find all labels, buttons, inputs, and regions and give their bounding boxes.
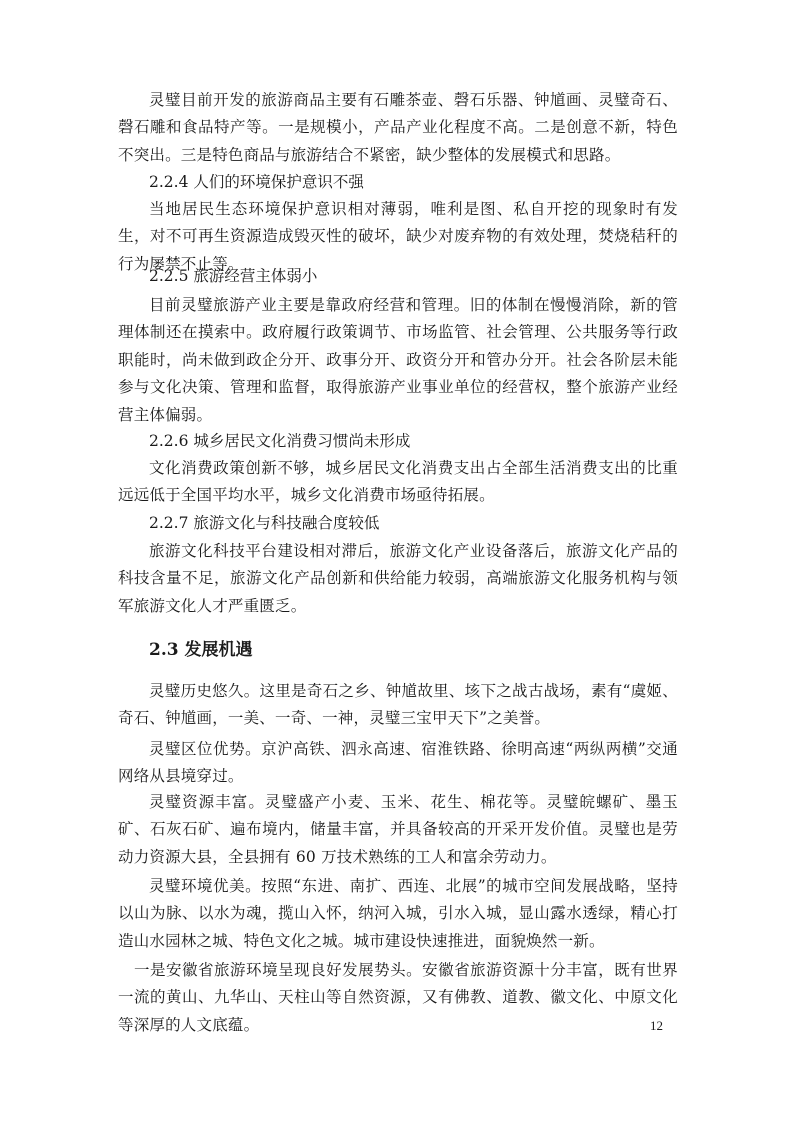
paragraph-resources: 灵璧资源丰富。灵璧盛产小麦、玉米、花生、棉花等。灵璧皖螺矿、墨玉矿、石灰石矿、遍布境内，储量丰富，并具备较高的开采开发价值。灵璧也是劳动力资源大县，全县拥有 60 万技术熟练的工人和富余劳动力。 xyxy=(118,793,678,866)
subheading-2-2-5: 2.2.5 旅游经营主体弱小 xyxy=(149,267,318,285)
paragraph-tech-integration: 旅游文化科技平台建设相对滞后，旅游文化产业设备落后，旅游文化产品的科技含量不足，旅游文化产品创新和供给能力较弱，高端旅游文化服务机构与领军旅游文化人才严重匮乏。 xyxy=(118,542,678,615)
paragraph-environment-awareness: 当地居民生态环境保护意识相对薄弱，唯利是图、私自开挖的现象时有发生，对不可再生资源造成毁灭性的破坏，缺少对废弃物的有效处理，焚烧秸秆的行为屡禁不止等。 xyxy=(118,200,678,273)
paragraph-environment: 灵璧环境优美。按照“东进、南扩、西连、北展”的城市空间发展战略，坚持以山为脉、以水为魂，揽山入怀，纳河入城，引水入城，显山露水透绿，精心打造山水园林之城、特色文化之城。城市建设快速推进，面貌焕然一新。 xyxy=(118,877,678,950)
paragraph-business-entity: 目前灵璧旅游产业主要是靠政府经营和管理。旧的体制在慢慢消除，新的管理体制还在摸索中。政府履行政策调节、市场监管、社会管理、公共服务等行政职能时，尚未做到政企分开、政事分开、政资分开和管办分开。社会各阶层未能参与文化决策、管理和监督，取得旅游产业事业单位的经营权，整个旅游产业经营主体偏弱。 xyxy=(118,296,678,424)
paragraph-history: 灵璧历史悠久。这里是奇石之乡、钟馗故里、垓下之战古战场，素有“虞姬、奇石、钟馗画，一美、一奇、一神，灵璧三宝甲天下”之美誉。 xyxy=(118,682,678,728)
subheading-2-2-6: 2.2.6 城乡居民文化消费习惯尚未形成 xyxy=(149,432,411,450)
page-number: 12 xyxy=(650,1018,663,1033)
paragraph-cultural-consumption: 文化消费政策创新不够，城乡居民文化消费支出占全部生活消费支出的比重远远低于全国平均水平，城乡文化消费市场亟待拓展。 xyxy=(118,459,678,505)
paragraph-anhui-tourism: 一是安徽省旅游环境呈现良好发展势头。安徽省旅游资源十分丰富，既有世界一流的黄山、九华山、天柱山等自然资源，又有佛教、道教、徽文化、中原文化等深厚的人文底蕴。 xyxy=(118,961,678,1034)
paragraph-tourism-products: 灵璧目前开发的旅游商品主要有石雕茶壶、磬石乐器、钟馗画、灵璧奇石、磬石雕和食品特产等。一是规模小，产品产业化程度不高。二是创意不新，特色不突出。三是特色商品与旅游结合不紧密，缺少整体的发展模式和思路。 xyxy=(118,91,678,164)
section-heading-2-3: 2.3 发展机遇 xyxy=(149,640,253,660)
subheading-2-2-4: 2.2.4 人们的环境保护意识不强 xyxy=(149,173,364,191)
subheading-2-2-7: 2.2.7 旅游文化与科技融合度较低 xyxy=(149,514,380,532)
paragraph-location: 灵璧区位优势。京沪高铁、泗永高速、宿淮铁路、徐明高速“两纵两横”交通网络从县境穿过。 xyxy=(118,740,678,786)
